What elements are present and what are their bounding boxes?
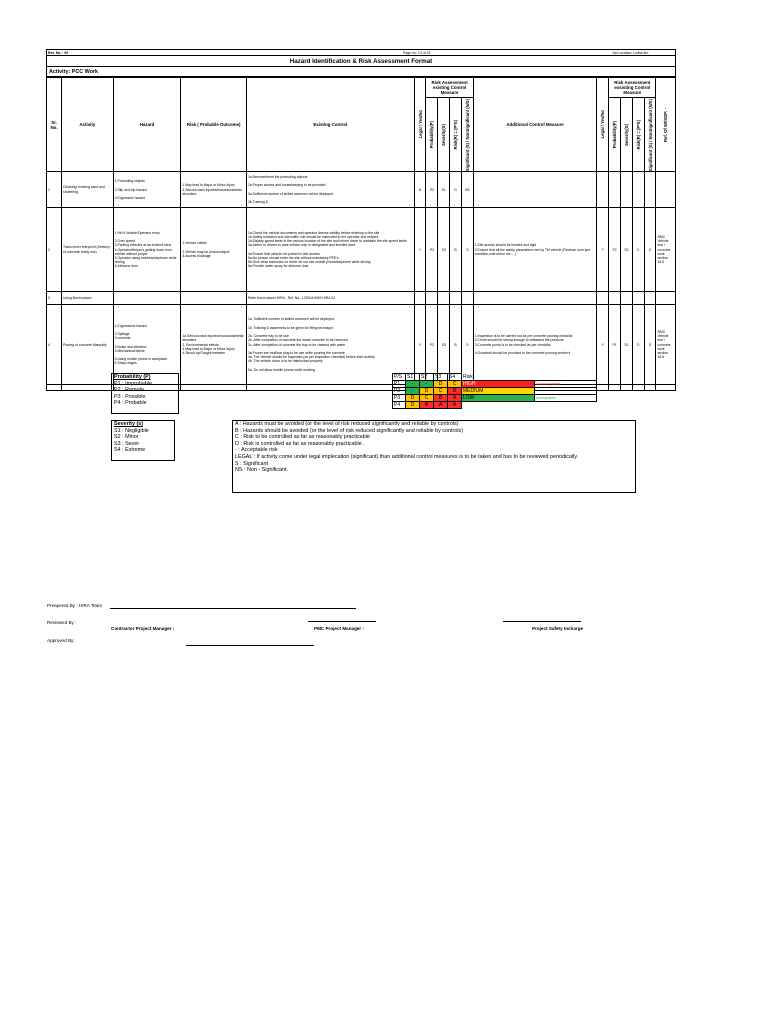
matrix-cell: D bbox=[406, 402, 420, 409]
cell-activity: Placing of concrete Manually bbox=[62, 305, 114, 385]
matrix-col-head: S1 bbox=[406, 374, 420, 381]
cell-probability-2: P2 bbox=[609, 208, 621, 292]
document-meta-bar bbox=[46, 49, 676, 56]
cell-sr: 3 bbox=[47, 292, 62, 305]
cell-sr: 2 bbox=[47, 208, 62, 292]
legend-item: S2 : Minor bbox=[114, 434, 139, 441]
hira-table bbox=[46, 77, 676, 391]
cell-existing-control: 1a.Remove/bend the protruding objects 2a.Proper access and housekeeping to be provided 3a.Sufficient number of skilled workmen will be deployed. 3b.Training & bbox=[246, 172, 414, 208]
legend-item: S3 : Sever bbox=[114, 440, 140, 447]
cell-legal-2 bbox=[597, 172, 609, 208]
matrix-cell: C bbox=[434, 388, 448, 395]
cell-activity: Cleaning/ leveling sand and shuttering bbox=[62, 172, 114, 208]
col-additional: Additional Control Measure bbox=[473, 78, 597, 172]
risk-matrix bbox=[392, 373, 597, 409]
col-risk: Risk ( Probable Outcome) bbox=[181, 78, 247, 172]
cell-hazard: 1.Ergonomics hazard 2.Spillage 3.concrete 3.Noise and vibration 4.Mechanical failure 5.Using mobile phone in workplace 6.Sharp edges bbox=[113, 305, 181, 385]
col-ra-additional: Risk Assessment exsisting Control Measure bbox=[609, 78, 656, 98]
legend-item: P4 : Probable bbox=[114, 400, 147, 407]
cell-severity: S1 bbox=[438, 172, 450, 208]
col-risk-ps-2: Risk(R) = (P*S) bbox=[635, 119, 641, 150]
cell-ref: RMC Vehicle Inst / concrete work section 16.5 bbox=[656, 305, 676, 385]
cell-risk-rating: B bbox=[450, 208, 462, 292]
cell-significant-2: S bbox=[644, 208, 656, 292]
risk-level-medium: MEDIUM bbox=[462, 388, 535, 395]
note-line: D : Risk is controlled as far as reasonably practicable . bbox=[235, 440, 365, 447]
cell-probability: P2 bbox=[426, 172, 438, 208]
page-number: Page no.: 01 of 01 bbox=[403, 51, 431, 55]
prepared-by: Preapered By : HIRA Team bbox=[47, 603, 103, 608]
severity-legend bbox=[111, 420, 175, 461]
cell-risk-rating-2: C bbox=[632, 208, 644, 292]
cell-significant: S bbox=[461, 208, 473, 292]
matrix-corner: P/S bbox=[393, 374, 406, 381]
col-ref: Ref. Of WI/SOP: - bbox=[663, 107, 669, 142]
severity-legend-heading: Severity (s) bbox=[114, 421, 144, 427]
col-hazard: Hazard bbox=[113, 78, 181, 172]
matrix-row-head: P4 bbox=[393, 402, 406, 409]
note-line: NS : Non - Significant. bbox=[235, 467, 289, 474]
cell-risk-rating: D bbox=[450, 172, 462, 208]
cell-risk bbox=[181, 292, 247, 305]
col-probability-2: Probability(P) bbox=[612, 120, 618, 149]
note-line: S : Significant bbox=[235, 460, 268, 467]
table-row bbox=[47, 208, 676, 292]
cell-severity-2: S1 bbox=[621, 305, 633, 385]
rev-number: Rev. No. : 00 bbox=[48, 51, 69, 55]
col-legal: Legal / Yes/No bbox=[417, 110, 423, 139]
cell-legal: Y bbox=[414, 208, 426, 292]
matrix-cell: C bbox=[448, 381, 462, 388]
matrix-cell: C bbox=[420, 395, 434, 402]
matrix-cell: B bbox=[420, 402, 434, 409]
cell-legal-2: Y bbox=[597, 305, 609, 385]
cell-probability: P3 bbox=[426, 208, 438, 292]
pmc-project-manager: PMC Project Manager : bbox=[314, 626, 365, 631]
col-existing-control: Existing Control bbox=[246, 78, 414, 172]
cell-probability-2: P1 bbox=[609, 305, 621, 385]
risk-notes bbox=[232, 420, 636, 493]
col-severity: Severity(S) bbox=[441, 123, 447, 146]
approved-by: Approved By: bbox=[47, 638, 75, 643]
legend-item: S4 : Extreme bbox=[114, 447, 146, 454]
cell-hazard bbox=[113, 292, 181, 305]
reviewed-by: Reviewed By : bbox=[47, 620, 77, 625]
cell-sr: 1 bbox=[47, 172, 62, 208]
note-line: B : Hazards should be avoided (or the level of risk reduced significantly and reliable by controls) bbox=[235, 427, 464, 434]
matrix-cell: D bbox=[420, 388, 434, 395]
matrix-cell: D bbox=[406, 395, 420, 402]
matrix-cell: B bbox=[434, 395, 448, 402]
cell-severity: S3 bbox=[438, 305, 450, 385]
cell-sr: 4 bbox=[47, 305, 62, 385]
cell-existing-control: 1a. Sufficient number of skilled workmen will be deployed. 1b. Training & awareness to be given for lifting technique 2a. Concrete tray to be use 2b. After completion of concrete the waste concrete to be removed 2c. After completion of concrete the tray to be cleaned with water 3a.Proper ear muff/ear plug to be use while pouring the concrete 4a. The Vehicle should be inspected (as per inspection checklist) before start activity 4b. The vehicle chute is to be interlocked properly 5a. Do not allow mobile phone while working bbox=[246, 305, 414, 385]
cell-existing-control: Refer boom placer HIRA - Ref. No.: LODHA BHS HIRA 02 bbox=[246, 292, 414, 305]
col-probability: Probability(P) bbox=[429, 120, 435, 149]
activity-title: Activity: PCC Work bbox=[46, 67, 676, 77]
matrix-col-head: S2 bbox=[420, 374, 434, 381]
note-line: - : Acceptable risk bbox=[235, 447, 278, 454]
cell-risk-rating-2 bbox=[632, 172, 644, 208]
cell-legal: N bbox=[414, 172, 426, 208]
cell-risk: 1a.Serious back injuries/musculoskeletal disorders 2. Environmental effects 3.May lead to Major or Minor Injury 4.Struck-by/Caught between bbox=[181, 305, 247, 385]
cell-existing-control: 1a.Check the vehicle documents and operator license validity before entering to the site 1b.Safety induction and site traffic rule should be instructed to the operator and helpers 2a.Display speed limits in the various location of the site and inform driver to maintain the site speed limits 3a.Inform to drivers to park vehicle only in designated and levelled area 4a.Ensure that vehicle not parked in site access 5a.No person should enter the site without mandatory PPE's 5b.Give clear instruction to driver do not use mobile phone/earphone while driving 6a.Provide water spray for airborne dust bbox=[246, 208, 414, 292]
risk-level-high: HIGH bbox=[462, 381, 535, 388]
matrix-cell: - bbox=[406, 388, 420, 395]
cell-activity: Trans mixer entry/exit (Delivery of concrete ready mix) bbox=[62, 208, 114, 292]
note-line: C : Risk to be controlled as far as reasonably practicable bbox=[235, 434, 370, 441]
cell-significant-2: S bbox=[644, 305, 656, 385]
document-title: Hazard Identification & Risk Assessment Format bbox=[46, 56, 676, 67]
cell-significant: NS bbox=[461, 172, 473, 208]
cell-significant: S bbox=[461, 305, 473, 385]
col-ra-existing: Risk Assessment existing Control Measure bbox=[426, 78, 473, 98]
col-legal-2: Legal / Yes/No bbox=[600, 110, 606, 139]
col-significant-2: Significant (S) / NonSignificant (N/S) bbox=[647, 98, 653, 171]
matrix-risk-label: Risk bbox=[463, 373, 473, 380]
matrix-cell: - bbox=[406, 381, 420, 388]
col-activity: Activity bbox=[62, 78, 114, 172]
risk-level-low: LOW bbox=[462, 395, 535, 402]
matrix-cell: D bbox=[434, 381, 448, 388]
cell-activity: Using Boom placer bbox=[62, 292, 114, 305]
matrix-cell: A bbox=[448, 402, 462, 409]
legend-item: S1 : Negligible bbox=[114, 427, 149, 434]
cell-severity: S3 bbox=[438, 208, 450, 292]
cell-risk: 1.May lead to Major or Minor Injury 2.Serious back injuries/musculoskeletal disorders bbox=[181, 172, 247, 208]
legend-item: P2 : Remote bbox=[114, 387, 144, 394]
col-sr: Sr. No. bbox=[47, 78, 62, 172]
matrix-col-head: S3 bbox=[434, 374, 448, 381]
matrix-cell: A bbox=[448, 395, 462, 402]
col-risk-ps: Risk(R) = (P*S) bbox=[453, 119, 459, 150]
risk-note: Acceptable bbox=[535, 395, 597, 402]
matrix-cell: - bbox=[420, 381, 434, 388]
matrix-row-head: P1 bbox=[393, 381, 406, 388]
cell-risk-rating-2: D bbox=[632, 305, 644, 385]
cell-probability-2 bbox=[609, 172, 621, 208]
cell-additional: 1.Inspection is to be carried out as per concrete pouring checklist 2.Chute should be strong enough to withstand the pressure 3.Concrete pump is to be checked as per checklist 4.Guardrail should be provided to the concrete pouring worker's bbox=[473, 305, 597, 385]
probability-legend-heading: Probability (P) bbox=[114, 374, 151, 380]
legend-item: P3 : Possible bbox=[114, 393, 146, 400]
note-line: LEGAL : If activity come under legal implecation (significant) than additional control measures is to be taken and has to be reviewed periodically. bbox=[235, 453, 579, 460]
job-location: Job Location: Lodha Am bbox=[612, 51, 649, 55]
matrix-cell: A bbox=[434, 402, 448, 409]
cell-ref bbox=[656, 172, 676, 208]
legend-item: P1 : Improbable bbox=[114, 380, 153, 387]
note-line: A : Hazards must be avoided (or the level of risk reduced significantly and reliable by controls) bbox=[235, 421, 459, 427]
matrix-cell: B bbox=[448, 388, 462, 395]
cell-probability: P2 bbox=[426, 305, 438, 385]
matrix-row-head: P3 bbox=[393, 395, 406, 402]
matrix-row-head: P2 bbox=[393, 388, 406, 395]
cell-ref: RMC Vehicle Inst / concrete work section 16.5 bbox=[656, 208, 676, 292]
contractor-project-manager: Contractor Project Manager : bbox=[111, 626, 175, 631]
project-safety-incharge: Project Safety Incharge bbox=[532, 626, 584, 631]
col-significant: Significant (S) / NonSignificant (N/S) bbox=[464, 98, 470, 171]
cell-significant-2 bbox=[644, 172, 656, 208]
col-severity-2: Severity(S) bbox=[623, 123, 629, 146]
risk-note: Unacceptable bbox=[535, 381, 597, 388]
cell-severity-2: S2 bbox=[621, 208, 633, 292]
table-row bbox=[47, 292, 676, 305]
cell-hazard: 1.Hit N Vehicle/Operator entry 2.Over speed 3.Parking vehicles at an inclined area 4.Operator/Helper's getting down from vehicle without proper 5.Operator using mobiles/earphone while driving 6.Airborne dust bbox=[113, 208, 181, 292]
cell-additional bbox=[473, 172, 597, 208]
cell-hazard: 1.Protruding objects 2.Slip and trip hazard 3.Ergonomic hazard bbox=[113, 172, 181, 208]
risk-note bbox=[535, 388, 597, 395]
cell-risk-rating: B bbox=[450, 305, 462, 385]
matrix-col-head: S4 bbox=[448, 374, 462, 381]
probability-legend bbox=[111, 373, 179, 414]
table-row bbox=[47, 172, 676, 208]
cell-legal-2: Y bbox=[597, 208, 609, 292]
cell-severity-2 bbox=[621, 172, 633, 208]
cell-additional: 1.Site access should be leveled and rigid 2.Ensure that all the safety parameters met by TM vehicle (Reverse horn,tyre condition,side mirror etc....) bbox=[473, 208, 597, 292]
cell-legal: Y bbox=[414, 305, 426, 385]
cell-risk: 1.Vehicle collide 2.Vehicle may be person/object 3.Access blockage bbox=[181, 208, 247, 292]
